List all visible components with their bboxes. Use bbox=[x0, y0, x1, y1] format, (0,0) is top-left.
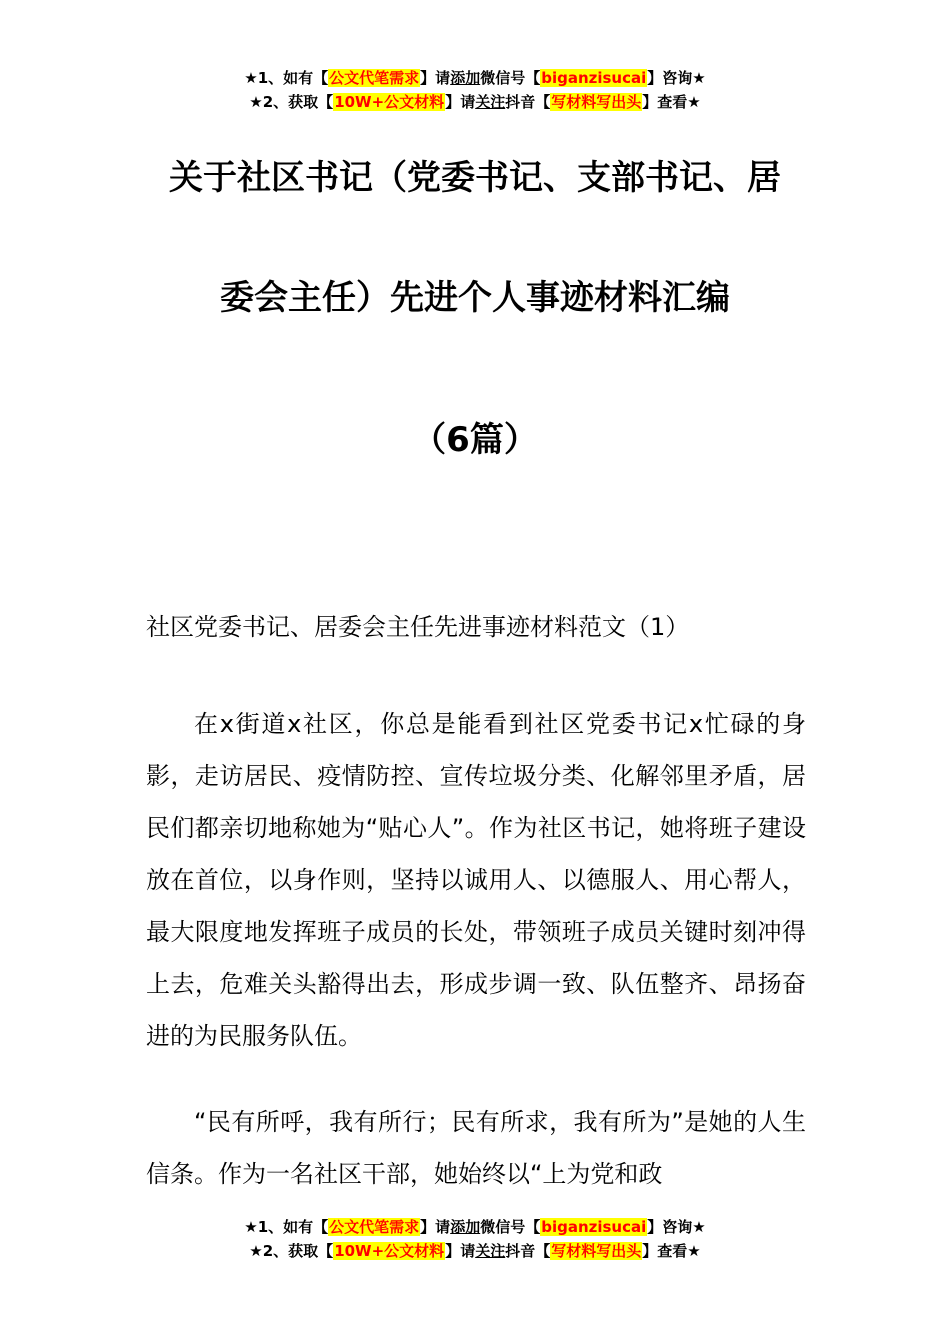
document-title-line-2: 委会主任）先进个人事迹材料汇编 bbox=[220, 278, 730, 318]
banner-highlight: 10W+公文材料 bbox=[334, 1242, 445, 1260]
banner-text: 】咨询★ bbox=[647, 69, 706, 87]
document-title-count: （6篇） bbox=[412, 420, 538, 460]
banner-text: ★2、获取【 bbox=[249, 1242, 334, 1260]
banner-highlight: 写材料写出头 bbox=[551, 1242, 642, 1260]
banner-text: 】请 bbox=[445, 1242, 476, 1260]
banner-line-1 bbox=[0, 66, 950, 90]
banner-text: 】咨询★ bbox=[647, 1218, 706, 1236]
body-paragraph-2: “民有所呼，我有所行；民有所求，我有所为”是她的人生信条。作为一名社区干部，她始终以“上为党和政 bbox=[146, 1108, 806, 1188]
banner-underline: 添加 bbox=[450, 69, 481, 87]
section-heading: 社区党委书记、居委会主任先进事迹材料范文（1） bbox=[146, 613, 690, 641]
banner-line-2 bbox=[0, 1239, 950, 1263]
banner-text: 微信号【 bbox=[480, 1218, 541, 1236]
banner-text: 】查看★ bbox=[642, 1242, 701, 1260]
banner-text: 】请 bbox=[420, 69, 451, 87]
banner-line-1 bbox=[0, 1215, 950, 1239]
banner-underline: 关注 bbox=[475, 1242, 506, 1260]
body-paragraph-1: 在x街道x社区，你总是能看到社区党委书记x忙碌的身影，走访居民、疫情防控、宣传垃圾分类、化解邻里矛盾，居民们都亲切地称她为“贴心人”。作为社区书记，她将班子建设放在首位，以身作则，坚持以诚用人、以德服人、用心帮人，最大限度地发挥班子成员的长处，带领班子成员关键时刻冲得上去，危难关头豁得出去，形成步调一致、队伍整齐、昂扬奋进的为民服务队伍。 bbox=[146, 710, 806, 1050]
banner-text: 】查看★ bbox=[642, 93, 701, 111]
banner-highlight: biganzisucai bbox=[541, 1218, 647, 1236]
banner-line-2 bbox=[0, 90, 950, 114]
banner-text: 抖音【 bbox=[505, 93, 551, 111]
banner-text: ★1、如有【 bbox=[244, 1218, 329, 1236]
banner-text: ★2、获取【 bbox=[249, 93, 334, 111]
banner-text: 抖音【 bbox=[505, 1242, 551, 1260]
banner-highlight: 10W+公文材料 bbox=[334, 93, 445, 111]
banner-text: 】请 bbox=[445, 93, 476, 111]
banner-underline: 添加 bbox=[450, 1218, 481, 1236]
header-banner bbox=[0, 66, 950, 114]
banner-highlight: 写材料写出头 bbox=[551, 93, 642, 111]
banner-highlight: biganzisucai bbox=[541, 69, 647, 87]
banner-text: 】请 bbox=[420, 1218, 451, 1236]
banner-underline: 关注 bbox=[475, 93, 506, 111]
banner-text: ★1、如有【 bbox=[244, 69, 329, 87]
footer-banner bbox=[0, 1215, 950, 1263]
banner-text: 微信号【 bbox=[480, 69, 541, 87]
document-title-line-1: 关于社区书记（党委书记、支部书记、居 bbox=[169, 158, 781, 198]
banner-highlight: 公文代笔需求 bbox=[329, 69, 420, 87]
banner-highlight: 公文代笔需求 bbox=[329, 1218, 420, 1236]
